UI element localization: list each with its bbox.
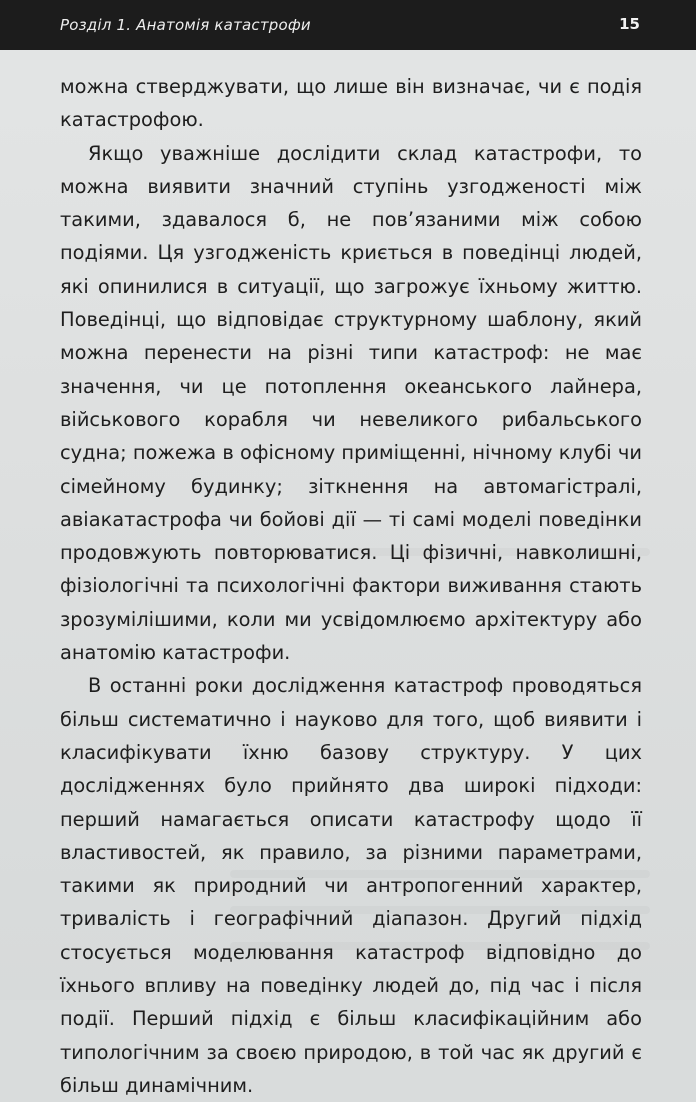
page-number: 15: [619, 15, 640, 33]
running-title: Розділ 1. Анатомія катастрофи: [60, 16, 311, 34]
running-header: [0, 0, 696, 50]
paragraph: В останні роки дослідження катастроф проводяться більш систематично і науково для того, щоб виявити і класифікувати їхню базову структуру. У цих дослідженнях було прийнято два широкі підходи: перший намагається описати катастрофу щодо її властивостей, як правило, за різними параметрами, такими як природний чи антропогенний характер, тривалість і географічний діапазон. Другий підхід стосується моделювання катастроф відповідно до їхнього впливу на поведінку людей до, під час і після події. Перший підхід є більш класифікаційним або типологічним за своєю природою, в той час як другий є більш динамічним.: [60, 674, 642, 1097]
body-text: [60, 70, 642, 1102]
paragraph: Якщо уважніше дослідити склад катастрофи, то можна виявити значний ступінь узгодженості між такими, здавалося б, не пов’язаними між собою подіями. Ця узгодженість криється в поведінці людей, які опинилися в ситуації, що загрожує їхньому життю. Поведінці, що відповідає структурному шаблону, який можна перенести на різні типи катастроф: не має значення, чи це потоплення океанського лайнера, військового корабля чи невеликого рибальського судна; пожежа в офісному приміщенні, нічному клубі чи сімейному будинку; зіткнення на автомагістралі, авіакатастрофа чи бойові дії — ті самі моделі поведінки продовжують повторюватися. Ці фізичні, навколишні, фізіологічні та психологічні фактори виживання стають зрозумілішими, коли ми усвідомлюємо архітектуру або анатомію катастрофи.: [60, 141, 642, 665]
paragraph-continuation: можна стверджувати, що лише він визначає, чи є подія катастрофою.: [60, 75, 642, 132]
